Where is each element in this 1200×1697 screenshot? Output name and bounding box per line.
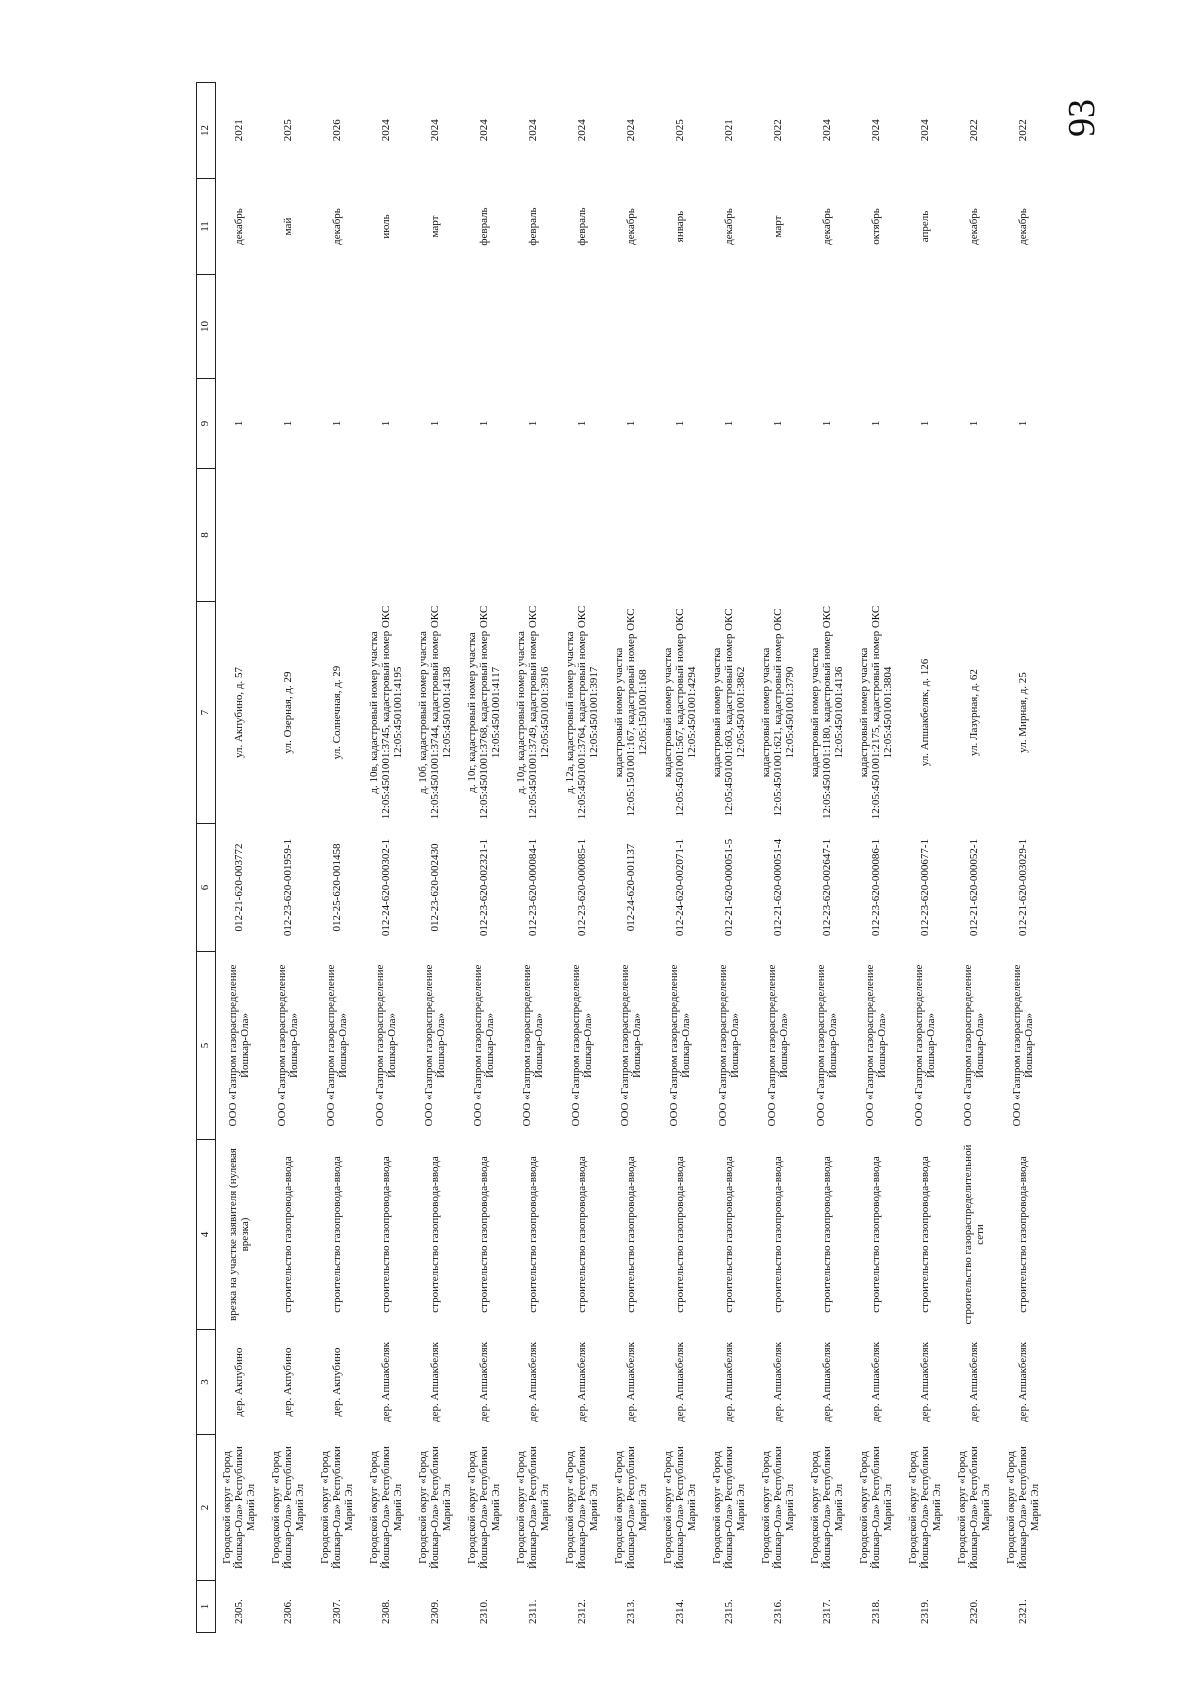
year-cell: 2026	[314, 83, 363, 179]
column-9-cell: 1	[608, 379, 657, 469]
table-row	[412, 83, 461, 1633]
column-8-cell	[363, 469, 412, 602]
municipality-cell: Городской округ «Город Йошкар-Ола» Республики Марий Эл	[853, 1435, 902, 1581]
work-type-cell: строительство газораспределительной сети	[951, 1140, 1000, 1330]
work-type-cell: строительство газопровода-ввода	[706, 1140, 755, 1330]
row-number-cell: 2308.	[363, 1581, 412, 1633]
column-8-cell	[1000, 469, 1049, 602]
column-header-1: 1	[197, 1581, 216, 1633]
year-cell: 2025	[265, 83, 314, 179]
month-cell: декабрь	[804, 179, 853, 275]
year-cell: 2024	[461, 83, 510, 179]
month-cell: март	[412, 179, 461, 275]
month-cell: декабрь	[216, 179, 265, 275]
work-type-cell: строительство газопровода-ввода	[510, 1140, 559, 1330]
column-10-cell	[461, 275, 510, 379]
settlement-cell: дер. Апшакбеляк	[902, 1330, 951, 1435]
settlement-cell: дер. Апшакбеляк	[706, 1330, 755, 1435]
settlement-cell: дер. Апшакбеляк	[412, 1330, 461, 1435]
application-number-cell: 012-24-620-001137	[608, 824, 657, 952]
year-cell: 2021	[216, 83, 265, 179]
column-header-10: 10	[197, 275, 216, 379]
column-9-cell: 1	[265, 379, 314, 469]
work-type-cell: строительство газопровода-ввода	[853, 1140, 902, 1330]
column-9-cell: 1	[1000, 379, 1049, 469]
year-cell: 2024	[510, 83, 559, 179]
page-number: 93	[1061, 99, 1103, 137]
municipality-cell: Городской округ «Город Йошкар-Ола» Республики Марий Эл	[510, 1435, 559, 1581]
application-number-cell: 012-21-620-000051-5	[706, 824, 755, 952]
month-cell: май	[265, 179, 314, 275]
address-cell: д. 10б, кадастровый номер участка 12:05:4501001:3744, кадастровый номер ОКС 12:05:4501001:4138	[412, 602, 461, 824]
municipality-cell: Городской округ «Город Йошкар-Ола» Республики Марий Эл	[265, 1435, 314, 1581]
row-number-cell: 2314.	[657, 1581, 706, 1633]
municipality-cell: Городской округ «Город Йошкар-Ола» Республики Марий Эл	[608, 1435, 657, 1581]
column-10-cell	[902, 275, 951, 379]
application-number-cell: 012-23-620-002430	[412, 824, 461, 952]
organization-cell: ООО «Газпром газораспределение Йошкар-Ола»	[755, 952, 804, 1140]
municipality-cell: Городской округ «Город Йошкар-Ола» Республики Марий Эл	[412, 1435, 461, 1581]
work-type-cell: строительство газопровода-ввода	[559, 1140, 608, 1330]
address-cell: д. 10г, кадастровый номер участка 12:05:4501001:3768, кадастровый номер ОКС 12:05:4501001:4117	[461, 602, 510, 824]
column-10-cell	[951, 275, 1000, 379]
row-number-cell: 2318.	[853, 1581, 902, 1633]
column-8-cell	[461, 469, 510, 602]
table-row	[608, 83, 657, 1633]
column-8-cell	[657, 469, 706, 602]
address-cell: ул. Солнечная, д. 29	[314, 602, 363, 824]
column-8-cell	[265, 469, 314, 602]
work-type-cell: строительство газопровода-ввода	[314, 1140, 363, 1330]
address-cell: ул. Лазурная, д. 62	[951, 602, 1000, 824]
month-cell: декабрь	[314, 179, 363, 275]
month-cell: февраль	[559, 179, 608, 275]
row-number-cell: 2320.	[951, 1581, 1000, 1633]
address-cell: ул. Озерная, д. 29	[265, 602, 314, 824]
column-9-cell: 1	[902, 379, 951, 469]
organization-cell: ООО «Газпром газораспределение Йошкар-Ола»	[706, 952, 755, 1140]
year-cell: 2021	[706, 83, 755, 179]
table-row	[657, 83, 706, 1633]
organization-cell: ООО «Газпром газораспределение Йошкар-Ола»	[608, 952, 657, 1140]
table-row	[216, 83, 265, 1633]
work-type-cell: строительство газопровода-ввода	[363, 1140, 412, 1330]
organization-cell: ООО «Газпром газораспределение Йошкар-Ола»	[559, 952, 608, 1140]
column-10-cell	[608, 275, 657, 379]
column-10-cell	[265, 275, 314, 379]
address-cell: кадастровый номер участка 12:05:4501001:621, кадастровый номер ОКС 12:05:4501001:3790	[755, 602, 804, 824]
settlement-cell: дер. Апшакбеляк	[657, 1330, 706, 1435]
application-number-cell: 012-23-620-001959-1	[265, 824, 314, 952]
year-cell: 2024	[559, 83, 608, 179]
application-number-cell: 012-23-620-000085-1	[559, 824, 608, 952]
year-cell: 2024	[853, 83, 902, 179]
column-9-cell: 1	[853, 379, 902, 469]
application-number-cell: 012-24-620-000302-1	[363, 824, 412, 952]
settlement-cell: дер. Апшакбеляк	[510, 1330, 559, 1435]
column-9-cell: 1	[461, 379, 510, 469]
application-number-cell: 012-23-620-000084-1	[510, 824, 559, 952]
column-header-2: 2	[197, 1435, 216, 1581]
settlement-cell: дер. Апшакбеляк	[608, 1330, 657, 1435]
column-header-5: 5	[197, 952, 216, 1140]
address-cell: д. 10в, кадастровый номер участка 12:05:4501001:3745, кадастровый номер ОКС 12:05:4501001:4195	[363, 602, 412, 824]
address-cell: ул. Мирная, д. 25	[1000, 602, 1049, 824]
column-8-cell	[412, 469, 461, 602]
work-type-cell: строительство газопровода-ввода	[265, 1140, 314, 1330]
application-number-cell: 012-23-620-002321-1	[461, 824, 510, 952]
month-cell: декабрь	[608, 179, 657, 275]
column-9-cell: 1	[510, 379, 559, 469]
municipality-cell: Городской округ «Город Йошкар-Ола» Республики Марий Эл	[951, 1435, 1000, 1581]
column-8-cell	[951, 469, 1000, 602]
column-9-cell: 1	[314, 379, 363, 469]
month-cell: июль	[363, 179, 412, 275]
municipality-cell: Городской округ «Город Йошкар-Ола» Республики Марий Эл	[657, 1435, 706, 1581]
organization-cell: ООО «Газпром газораспределение Йошкар-Ола»	[853, 952, 902, 1140]
organization-cell: ООО «Газпром газораспределение Йошкар-Ола»	[657, 952, 706, 1140]
column-8-cell	[902, 469, 951, 602]
column-8-cell	[706, 469, 755, 602]
column-header-4: 4	[197, 1140, 216, 1330]
organization-cell: ООО «Газпром газораспределение Йошкар-Ола»	[1000, 952, 1049, 1140]
month-cell: апрель	[902, 179, 951, 275]
settlement-cell: дер. Апшакбеляк	[804, 1330, 853, 1435]
settlement-cell: дер. Апшакбеляк	[853, 1330, 902, 1435]
month-cell: декабрь	[1000, 179, 1049, 275]
organization-cell: ООО «Газпром газораспределение Йошкар-Ола»	[314, 952, 363, 1140]
work-type-cell: строительство газопровода-ввода	[608, 1140, 657, 1330]
column-10-cell	[363, 275, 412, 379]
month-cell: декабрь	[706, 179, 755, 275]
column-10-cell	[755, 275, 804, 379]
organization-cell: ООО «Газпром газораспределение Йошкар-Ола»	[461, 952, 510, 1140]
table-row	[853, 83, 902, 1633]
table-row	[902, 83, 951, 1633]
column-header-8: 8	[197, 469, 216, 602]
column-9-cell: 1	[657, 379, 706, 469]
settlement-cell: дер. Апшакбеляк	[461, 1330, 510, 1435]
year-cell: 2022	[755, 83, 804, 179]
column-header-11: 11	[197, 179, 216, 275]
settlement-cell: дер. Апшакбеляк	[363, 1330, 412, 1435]
organization-cell: ООО «Газпром газораспределение Йошкар-Ола»	[412, 952, 461, 1140]
column-10-cell	[559, 275, 608, 379]
column-header-7: 7	[197, 602, 216, 824]
year-cell: 2024	[902, 83, 951, 179]
month-cell: март	[755, 179, 804, 275]
column-10-cell	[510, 275, 559, 379]
column-9-cell: 1	[706, 379, 755, 469]
work-type-cell: строительство газопровода-ввода	[461, 1140, 510, 1330]
organization-cell: ООО «Газпром газораспределение Йошкар-Ола»	[902, 952, 951, 1140]
application-number-cell: 012-21-620-003029-1	[1000, 824, 1049, 952]
column-header-9: 9	[197, 379, 216, 469]
row-number-cell: 2312.	[559, 1581, 608, 1633]
column-10-cell	[804, 275, 853, 379]
organization-cell: ООО «Газпром газораспределение Йошкар-Ола»	[510, 952, 559, 1140]
address-cell: кадастровый номер участка 12:05:1501001:167, кадастровый номер ОКС 12:05:1501001:168	[608, 602, 657, 824]
address-cell: кадастровый номер участка 12:05:4501001:1180, кадастровый номер ОКС 12:05:4501001:4136	[804, 602, 853, 824]
column-10-cell	[657, 275, 706, 379]
row-number-cell: 2317.	[804, 1581, 853, 1633]
municipality-cell: Городской округ «Город Йошкар-Ола» Республики Марий Эл	[363, 1435, 412, 1581]
municipality-cell: Городской округ «Город Йошкар-Ола» Республики Марий Эл	[216, 1435, 265, 1581]
organization-cell: ООО «Газпром газораспределение Йошкар-Ола»	[216, 952, 265, 1140]
work-type-cell: врезка на участке заявителя (нулевая врезка)	[216, 1140, 265, 1330]
application-number-cell: 012-21-620-000052-1	[951, 824, 1000, 952]
row-number-cell: 2311.	[510, 1581, 559, 1633]
row-number-cell: 2315.	[706, 1581, 755, 1633]
row-number-cell: 2306.	[265, 1581, 314, 1633]
work-type-cell: строительство газопровода-ввода	[657, 1140, 706, 1330]
application-number-cell: 012-23-620-000677-1	[902, 824, 951, 952]
row-number-cell: 2319.	[902, 1581, 951, 1633]
application-number-cell: 012-21-620-000051-4	[755, 824, 804, 952]
row-number-cell: 2309.	[412, 1581, 461, 1633]
settlement-cell: дер. Акпубино	[314, 1330, 363, 1435]
column-8-cell	[608, 469, 657, 602]
column-8-cell	[314, 469, 363, 602]
organization-cell: ООО «Газпром газораспределение Йошкар-Ола»	[804, 952, 853, 1140]
application-number-cell: 012-21-620-003772	[216, 824, 265, 952]
column-9-cell: 1	[559, 379, 608, 469]
table-row	[804, 83, 853, 1633]
month-cell: февраль	[510, 179, 559, 275]
application-number-cell: 012-23-620-000086-1	[853, 824, 902, 952]
address-cell: д. 10д, кадастровый номер участка 12:05:4501001:3749, кадастровый номер ОКС 12:05:4501001:3916	[510, 602, 559, 824]
table-row	[265, 83, 314, 1633]
month-cell: февраль	[461, 179, 510, 275]
table-row	[1000, 83, 1049, 1633]
address-cell: ул. Акпубино, д. 57	[216, 602, 265, 824]
municipality-cell: Городской округ «Город Йошкар-Ола» Республики Марий Эл	[706, 1435, 755, 1581]
table-row	[314, 83, 363, 1633]
column-8-cell	[510, 469, 559, 602]
settlement-cell: дер. Апшакбеляк	[1000, 1330, 1049, 1435]
column-header-6: 6	[197, 824, 216, 952]
month-cell: октябрь	[853, 179, 902, 275]
table-row	[510, 83, 559, 1633]
table-row	[706, 83, 755, 1633]
application-number-cell: 012-24-620-002071-1	[657, 824, 706, 952]
year-cell: 2024	[363, 83, 412, 179]
settlement-cell: дер. Акпубино	[216, 1330, 265, 1435]
year-cell: 2022	[1000, 83, 1049, 179]
column-9-cell: 1	[412, 379, 461, 469]
column-8-cell	[853, 469, 902, 602]
municipality-cell: Городской округ «Город Йошкар-Ола» Республики Марий Эл	[755, 1435, 804, 1581]
settlement-cell: дер. Апшакбеляк	[951, 1330, 1000, 1435]
organization-cell: ООО «Газпром газораспределение Йошкар-Ола»	[951, 952, 1000, 1140]
settlement-cell: дер. Апшакбеляк	[755, 1330, 804, 1435]
address-cell: кадастровый номер участка 12:05:4501001:603, кадастровый номер ОКС 12:05:4501001:3862	[706, 602, 755, 824]
column-9-cell: 1	[951, 379, 1000, 469]
column-9-cell: 1	[363, 379, 412, 469]
year-cell: 2025	[657, 83, 706, 179]
row-number-cell: 2313.	[608, 1581, 657, 1633]
municipality-cell: Городской округ «Город Йошкар-Ола» Республики Марий Эл	[804, 1435, 853, 1581]
column-10-cell	[314, 275, 363, 379]
row-number-cell: 2310.	[461, 1581, 510, 1633]
work-type-cell: строительство газопровода-ввода	[902, 1140, 951, 1330]
column-10-cell	[412, 275, 461, 379]
column-10-cell	[853, 275, 902, 379]
address-cell: д. 12а, кадастровый номер участка 12:05:4501001:3764, кадастровый номер ОКС 12:05:4501001:3917	[559, 602, 608, 824]
month-cell: январь	[657, 179, 706, 275]
address-cell: кадастровый номер участка 12:05:4501001:567, кадастровый номер ОКС 12:05:4501001:4294	[657, 602, 706, 824]
column-header-3: 3	[197, 1330, 216, 1435]
year-cell: 2024	[412, 83, 461, 179]
municipality-cell: Городской округ «Город Йошкар-Ола» Республики Марий Эл	[1000, 1435, 1049, 1581]
application-number-cell: 012-25-620-001458	[314, 824, 363, 952]
work-type-cell: строительство газопровода-ввода	[412, 1140, 461, 1330]
row-number-cell: 2305.	[216, 1581, 265, 1633]
municipality-cell: Городской округ «Город Йошкар-Ола» Республики Марий Эл	[314, 1435, 363, 1581]
municipality-cell: Городской округ «Город Йошкар-Ола» Республики Марий Эл	[559, 1435, 608, 1581]
year-cell: 2024	[804, 83, 853, 179]
settlement-cell: дер. Акпубино	[265, 1330, 314, 1435]
column-10-cell	[216, 275, 265, 379]
year-cell: 2024	[608, 83, 657, 179]
column-8-cell	[559, 469, 608, 602]
column-10-cell	[706, 275, 755, 379]
settlement-cell: дер. Апшакбеляк	[559, 1330, 608, 1435]
column-9-cell: 1	[216, 379, 265, 469]
row-number-cell: 2307.	[314, 1581, 363, 1633]
column-number-header-row	[197, 83, 216, 1633]
address-cell: ул. Апшакбеляк, д. 126	[902, 602, 951, 824]
column-8-cell	[804, 469, 853, 602]
table-row	[559, 83, 608, 1633]
organization-cell: ООО «Газпром газораспределение Йошкар-Ола»	[265, 952, 314, 1140]
work-type-cell: строительство газопровода-ввода	[755, 1140, 804, 1330]
municipality-cell: Городской округ «Город Йошкар-Ола» Республики Марий Эл	[902, 1435, 951, 1581]
month-cell: декабрь	[951, 179, 1000, 275]
column-9-cell: 1	[804, 379, 853, 469]
year-cell: 2022	[951, 83, 1000, 179]
column-header-12: 12	[197, 83, 216, 179]
column-9-cell: 1	[755, 379, 804, 469]
gasification-table	[196, 82, 1049, 1633]
address-cell: кадастровый номер участка 12:05:4501001:2175, кадастровый номер ОКС 12:05:4501001:3804	[853, 602, 902, 824]
table-row	[461, 83, 510, 1633]
row-number-cell: 2321.	[1000, 1581, 1049, 1633]
column-8-cell	[755, 469, 804, 602]
column-10-cell	[1000, 275, 1049, 379]
table-row	[755, 83, 804, 1633]
work-type-cell: строительство газопровода-ввода	[804, 1140, 853, 1330]
municipality-cell: Городской округ «Город Йошкар-Ола» Республики Марий Эл	[461, 1435, 510, 1581]
column-8-cell	[216, 469, 265, 602]
table-row	[363, 83, 412, 1633]
application-number-cell: 012-23-620-002647-1	[804, 824, 853, 952]
table-row	[951, 83, 1000, 1633]
row-number-cell: 2316.	[755, 1581, 804, 1633]
organization-cell: ООО «Газпром газораспределение Йошкар-Ола»	[363, 952, 412, 1140]
table-body	[216, 83, 1049, 1633]
work-type-cell: строительство газопровода-ввода	[1000, 1140, 1049, 1330]
